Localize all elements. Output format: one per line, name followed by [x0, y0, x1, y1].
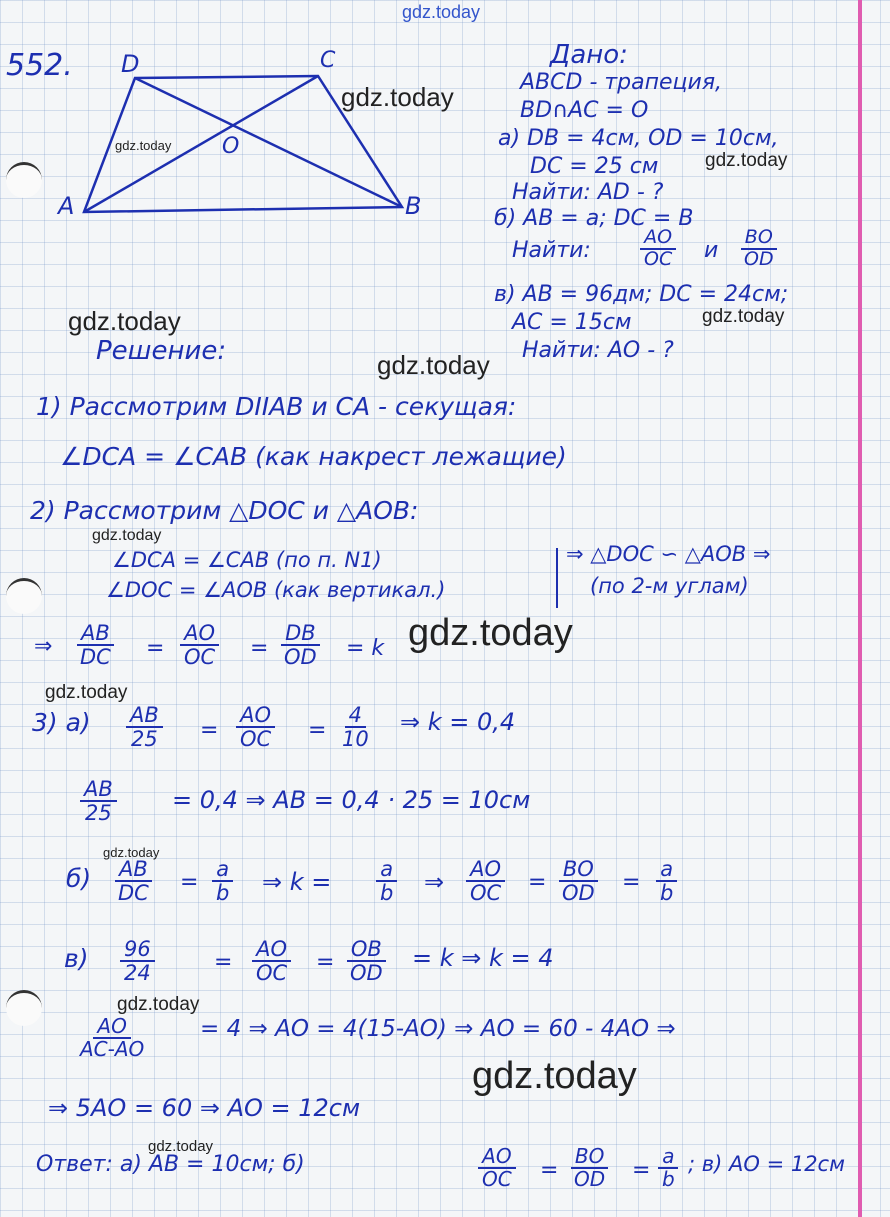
fraction-denominator: OC	[644, 247, 673, 270]
fraction	[114, 858, 153, 904]
fraction-denominator: b	[660, 881, 674, 906]
fraction-denominator: 10	[342, 727, 369, 752]
solution-line: ⇒ △DOC ∽ △AOB ⇒	[566, 542, 771, 566]
fraction-numerator: OB	[347, 938, 386, 962]
fraction-numerator: BO	[741, 228, 777, 250]
fraction-numerator: AB	[80, 778, 117, 802]
fraction	[338, 704, 373, 750]
fraction-numerator: 96	[120, 938, 155, 962]
equals-sign: =	[540, 1158, 559, 1183]
fraction-numerator: AO	[252, 938, 291, 962]
watermark: gdz.today	[92, 527, 162, 544]
fraction-denominator: 25	[131, 727, 158, 752]
fraction-denominator: b	[216, 881, 230, 906]
equals-sign: =	[250, 636, 269, 661]
fraction-numerator: AO	[93, 1016, 130, 1039]
equals-sign: =	[632, 1158, 651, 1183]
equals-sign: =	[146, 636, 165, 661]
watermark: gdz.today	[408, 612, 573, 654]
watermark: gdz.today	[117, 994, 200, 1015]
vertex-label-o: O	[222, 134, 240, 159]
fraction-numerator: AO	[640, 228, 676, 250]
watermark: gdz.today	[702, 306, 785, 327]
given-line: Найти: AO - ?	[522, 338, 674, 363]
fraction-numerator: BO	[559, 858, 598, 882]
fraction	[126, 704, 163, 750]
solution-line: 2) Рассмотрим △DOC и △AOB:	[30, 496, 419, 525]
watermark: gdz.today	[45, 682, 128, 703]
fraction	[640, 228, 676, 270]
equals-sign: =	[214, 950, 233, 975]
vertex-label-b: B	[405, 192, 422, 220]
fraction-numerator: a	[656, 858, 677, 882]
fraction	[236, 704, 275, 750]
fraction-denominator: OD	[744, 247, 774, 270]
solution-line: (по 2-м углам)	[590, 574, 749, 598]
watermark: gdz.today	[68, 306, 181, 336]
given-title: Дано:	[550, 40, 628, 70]
fraction	[478, 1146, 516, 1190]
given-line: ABCD - трапеция,	[520, 70, 723, 95]
given-line: BD∩AC = O	[520, 98, 649, 123]
fraction-numerator: a	[658, 1146, 678, 1169]
step-result: ⇒ k = 0,4	[400, 708, 516, 736]
fraction-denominator: DC	[80, 645, 111, 670]
given-line: Найти:	[512, 238, 591, 263]
given-line: DC = 25 см	[530, 154, 659, 179]
step-result: ⇒ 5AO = 60 ⇒ AO = 12см	[48, 1094, 361, 1122]
fraction	[180, 622, 219, 668]
fraction-numerator: AB	[77, 622, 114, 646]
arrow: ⇒	[424, 868, 445, 896]
fraction-denominator: OC	[470, 881, 502, 906]
fraction	[376, 858, 397, 904]
fraction	[558, 858, 599, 904]
fraction-denominator: 25	[85, 801, 112, 826]
watermark: gdz.today	[705, 150, 788, 171]
problem-number: 552.	[6, 48, 73, 83]
fraction-numerator: DB	[281, 622, 320, 646]
fraction	[76, 622, 115, 668]
fraction	[80, 778, 117, 824]
equals-sign: =	[200, 718, 219, 743]
fraction	[252, 938, 291, 984]
answer-text: Ответ: а) AB = 10см; б)	[36, 1152, 305, 1177]
fraction	[570, 1146, 609, 1190]
given-line: б) AB = a; DC = B	[494, 206, 694, 231]
step-label: 3) а)	[32, 708, 91, 737]
fraction	[280, 622, 321, 668]
fraction-numerator: 4	[345, 704, 366, 728]
fraction-denominator: OD	[350, 961, 383, 986]
fraction-denominator: AC-AO	[80, 1037, 145, 1061]
fraction-denominator: b	[380, 881, 394, 906]
trapezoid-outline	[84, 76, 402, 212]
step-text: ⇒ k =	[262, 868, 332, 896]
watermark: gdz.today	[472, 1055, 637, 1097]
fraction-denominator: DC	[118, 881, 149, 906]
fraction-denominator: OD	[284, 645, 317, 670]
solution-line: ∠DOC = ∠AOB (как вертикал.)	[106, 578, 446, 602]
step-label: в)	[64, 944, 89, 973]
fraction	[740, 228, 778, 270]
given-line: а) DB = 4см, OD = 10см,	[498, 126, 779, 151]
brace-line	[556, 548, 558, 608]
fraction-denominator: OC	[184, 645, 216, 670]
fraction-denominator: OD	[562, 881, 595, 906]
ratio-arrow: ⇒	[34, 634, 53, 659]
equals-sign: =	[528, 870, 547, 895]
equals-sign: =	[622, 870, 641, 895]
fraction	[658, 1146, 679, 1190]
watermark: gdz.today	[402, 2, 481, 22]
fraction	[120, 938, 155, 984]
fraction	[656, 858, 677, 904]
fraction-denominator: OC	[256, 961, 288, 986]
fraction-denominator: OD	[574, 1167, 606, 1191]
fraction-denominator: b	[662, 1167, 675, 1191]
fraction	[212, 858, 233, 904]
step-result: = k ⇒ k = 4	[412, 944, 554, 972]
given-line: в) AB = 96дм; DC = 24см;	[494, 282, 789, 307]
answer-text: ; в) AO = 12см	[688, 1152, 845, 1176]
solution-line: ∠DCA = ∠CAB (по п. N1)	[112, 548, 382, 572]
equals-sign: =	[316, 950, 335, 975]
ratio-k: = k	[346, 636, 385, 661]
fraction	[76, 1016, 148, 1060]
watermark: gdz.today	[377, 350, 490, 380]
watermark: gdz.today	[341, 82, 454, 112]
watermark: gdz.today	[148, 1138, 214, 1155]
fraction-numerator: a	[212, 858, 233, 882]
fraction-numerator: BO	[571, 1146, 608, 1169]
solution-line: ∠DCA = ∠CAB (как накрест лежащие)	[60, 442, 567, 471]
vertex-label-a: A	[58, 192, 75, 220]
step-label: б)	[66, 864, 92, 893]
vertex-label-c: C	[320, 48, 336, 73]
fraction-numerator: a	[376, 858, 397, 882]
fraction	[466, 858, 505, 904]
fraction	[346, 938, 387, 984]
fraction-numerator: AB	[115, 858, 152, 882]
equals-sign: =	[180, 870, 199, 895]
fraction-denominator: OC	[482, 1167, 512, 1191]
given-line: Найти: AD - ?	[512, 180, 664, 205]
fraction-numerator: AO	[236, 704, 275, 728]
fraction-numerator: AB	[126, 704, 163, 728]
diagonal-ca	[84, 76, 318, 212]
solution-title: Решение:	[96, 336, 227, 366]
step-result: = 4 ⇒ AO = 4(15-AO) ⇒ AO = 60 - 4AO ⇒	[200, 1016, 676, 1042]
watermark: gdz.today	[115, 138, 172, 153]
fraction-numerator: AO	[466, 858, 505, 882]
fraction-denominator: OC	[240, 727, 272, 752]
fraction-numerator: AO	[478, 1146, 515, 1169]
equals-sign: =	[308, 718, 327, 743]
fraction-denominator: 24	[124, 961, 151, 986]
step-result: = 0,4 ⇒ AB = 0,4 · 25 = 10см	[172, 786, 531, 814]
given-and: и	[704, 238, 719, 263]
solution-line: 1) Рассмотрим DIIAB и CA - секущая:	[36, 392, 517, 421]
fraction-numerator: AO	[180, 622, 219, 646]
vertex-label-d: D	[121, 50, 140, 78]
given-line: AC = 15см	[512, 310, 632, 335]
watermark: gdz.today	[103, 845, 160, 860]
